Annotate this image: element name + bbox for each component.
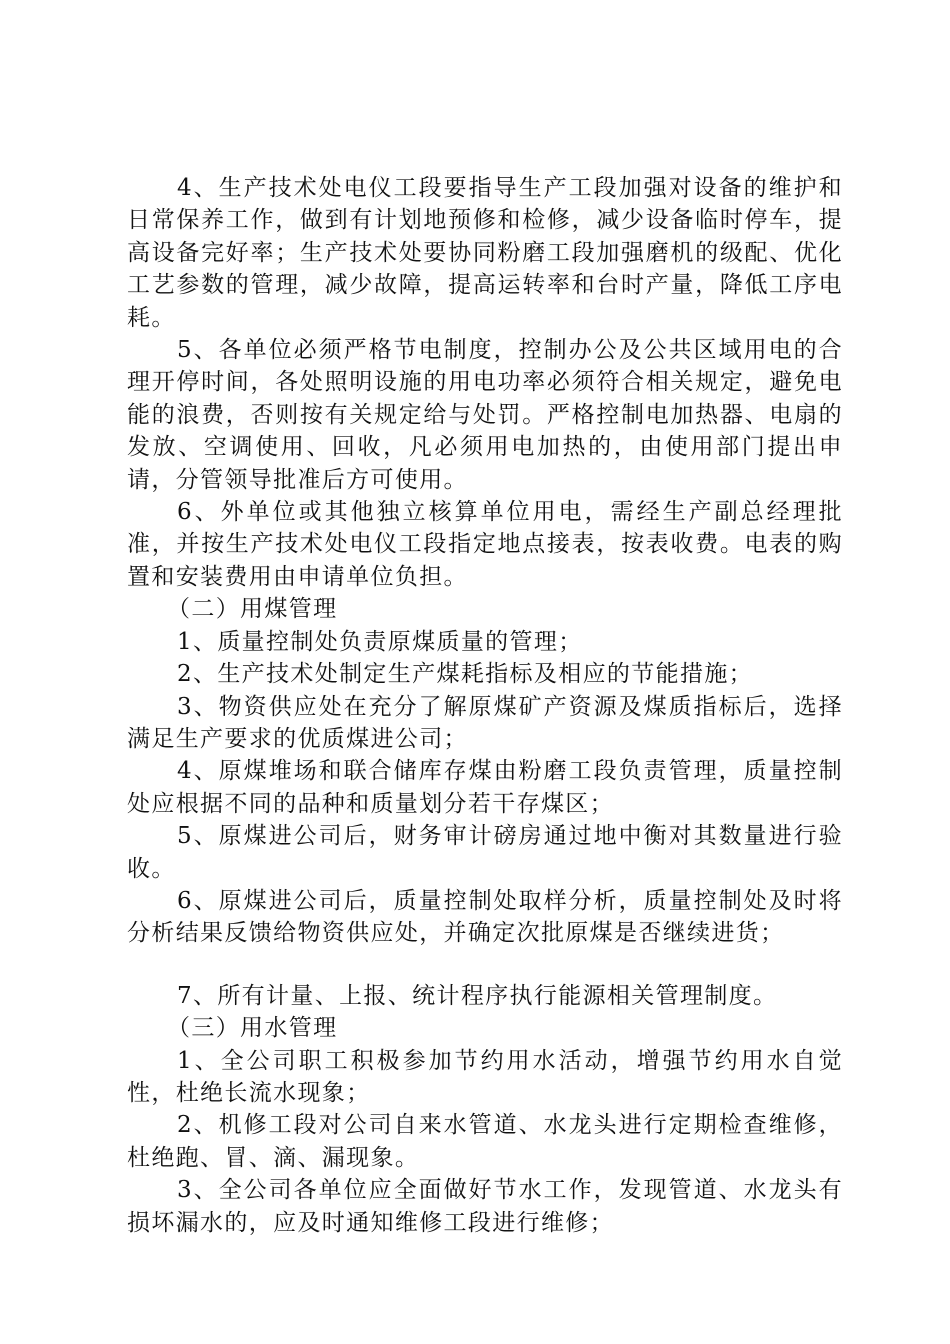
paragraph-water-2: 2、机修工段对公司自来水管道、水龙头进行定期检查维修，杜绝跑、冒、滴、漏现象。 bbox=[127, 1112, 843, 1171]
paragraph-electric-6: 6、外单位或其他独立核算单位用电，需经生产副总经理批准，并按生产技术处电仪工段指定地点接表，按表收费。电表的购置和安装费用由申请单位负担。 bbox=[127, 499, 843, 590]
section-heading-coal: （二）用煤管理 bbox=[167, 596, 338, 623]
paragraph-water-3: 3、全公司各单位应全面做好节水工作，发现管道、水龙头有损坏漏水的，应及时通知维修工段进行维修； bbox=[127, 1177, 843, 1236]
document-body bbox=[127, 172, 843, 1239]
paragraph-coal-2: 2、生产技术处制定生产煤耗指标及相应的节能措施； bbox=[177, 661, 754, 688]
paragraph-coal-1: 1、质量控制处负责原煤质量的管理； bbox=[177, 628, 583, 655]
paragraph-coal-4: 4、原煤堆场和联合储库存煤由粉磨工段负责管理，质量控制处应根据不同的品种和质量划分若干存煤区； bbox=[127, 758, 843, 817]
paragraph-electric-4: 4、生产技术处电仪工段要指导生产工段加强对设备的维护和日常保养工作，做到有计划地预修和检修，减少设备临时停车，提高设备完好率；生产技术处要协同粉磨工段加强磨机的级配、优化工艺参数的管理，减少故障，提高运转率和台时产量，降低工序电耗。 bbox=[127, 175, 843, 331]
paragraph-water-1: 1、全公司职工积极参加节约用水活动，增强节约用水自觉性，杜绝长流水现象； bbox=[127, 1047, 843, 1106]
paragraph-coal-6: 6、原煤进公司后，质量控制处取样分析，质量控制处及时将分析结果反馈给物资供应处，并确定次批原煤是否继续进货； bbox=[127, 887, 843, 947]
paragraph-gap bbox=[127, 950, 843, 980]
paragraph-electric-5: 5、各单位必须严格节电制度，控制办公及公共区域用电的合理开停时间，各处照明设施的用电功率必须符合相关规定，避免电能的浪费，否则按有关规定给与处罚。严格控制电加热器、电扇的发放、空调使用、回收，凡必须用电加热的，由使用部门提出申请，分管领导批准后方可使用。 bbox=[127, 337, 843, 493]
paragraph-coal-3: 3、物资供应处在充分了解原煤矿产资源及煤质指标后，选择满足生产要求的优质煤进公司； bbox=[127, 693, 843, 752]
section-heading-water: （三）用水管理 bbox=[167, 1015, 338, 1042]
paragraph-coal-5: 5、原煤进公司后，财务审计磅房通过地中衡对其数量进行验收。 bbox=[127, 823, 843, 882]
paragraph-coal-7: 7、所有计量、上报、统计程序执行能源相关管理制度。 bbox=[177, 982, 778, 1009]
